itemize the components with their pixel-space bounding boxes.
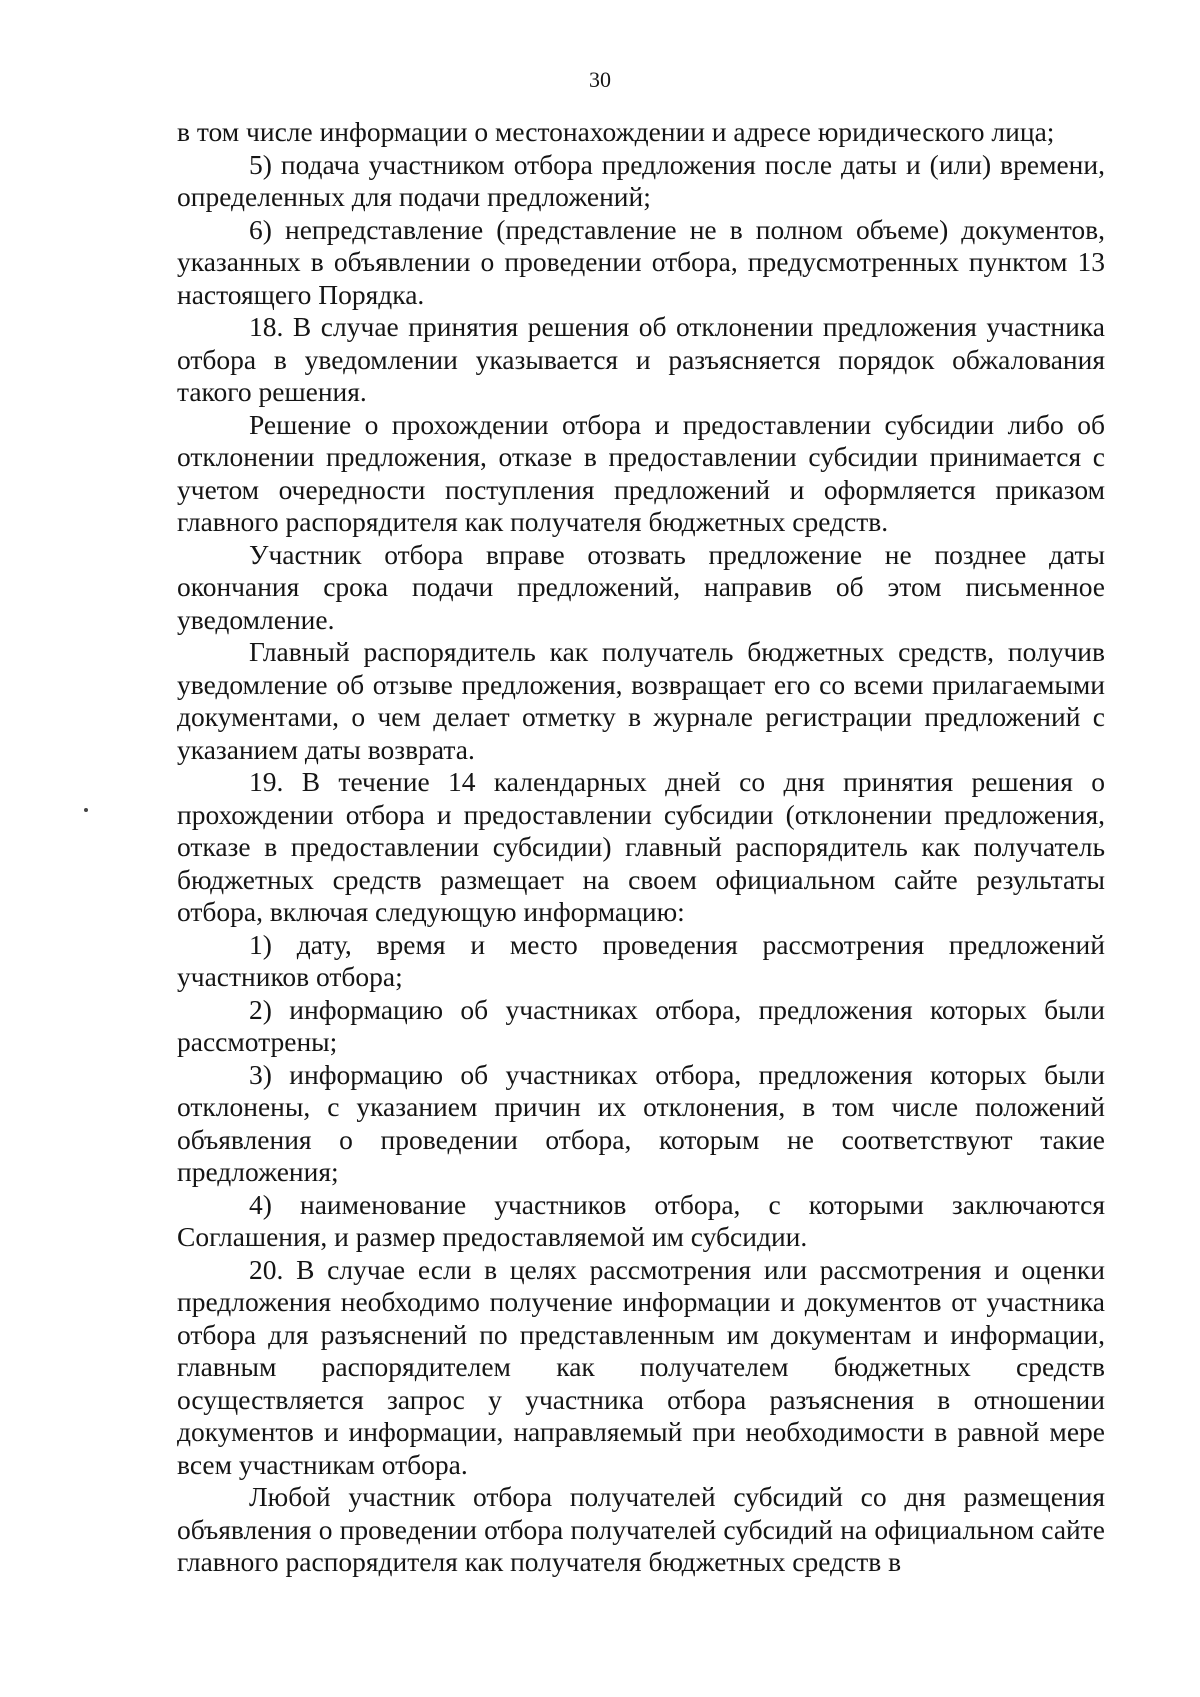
paragraph-section-20: 20. В случае если в целях рассмотрения или рассмотрения и оценки предложения необходимо получение информации и документов от участника отбора для разъяснений по представленным им документам и информации, главным распорядителем как получателем бюджетных средств осуществляется запрос у участника отбора разъяснения в отношении документов и информации, направляемый при необходимости в равной мере всем участникам отбора. xyxy=(177,1253,1105,1480)
paragraph-withdraw: Участник отбора вправе отозвать предложение не позднее даты окончания срока подачи предложений, направив об этом письменное уведомление. xyxy=(177,538,1105,635)
paragraph-section-19: 19. В течение 14 календарных дней со дня принятия решения о прохождении отбора и предоставлении субсидии (отклонении предложения, отказе в предоставлении субсидии) главный распорядитель как получатель бюджетных средств размещает на своем официальном сайте результаты отбора, включая следующую информацию: xyxy=(177,766,1105,927)
paragraph-any-participant: Любой участник отбора получателей субсидий со дня размещения объявления о проведении отбора получателей субсидий на официальном сайте главного распорядителя как получателя бюджетных средств в xyxy=(177,1481,1105,1577)
paragraph-return: Главный распорядитель как получатель бюджетных средств, получив уведомление об отзыве предложения, возвращает его со всеми прилагаемыми документами, о чем делает отметку в журнале регистрации предложений с указанием даты возврата. xyxy=(177,636,1105,765)
paragraph-item-5: 5) подача участником отбора предложения после даты и (или) времени, определенных для подачи предложений; xyxy=(177,148,1105,212)
paragraph-result-2: 2) информацию об участниках отбора, предложения которых были рассмотрены; xyxy=(177,993,1105,1057)
scan-artifact xyxy=(84,808,88,812)
paragraph-result-4: 4) наименование участников отбора, с которыми заключаются Соглашения, и размер предоставляемой им субсидии. xyxy=(177,1188,1105,1252)
document-body xyxy=(177,116,1105,1579)
paragraph-result-1: 1) дату, время и место проведения рассмотрения предложений участников отбора; xyxy=(177,928,1105,992)
paragraph-section-18: 18. В случае принятия решения об отклонении предложения участника отбора в уведомлении указывается и разъясняется порядок обжалования такого решения. xyxy=(177,311,1105,407)
paragraph-result-3: 3) информацию об участниках отбора, предложения которых были отклонены, с указанием причин их отклонения, в том числе положений объявления о проведении отбора, которым не соответствуют такие предложения; xyxy=(177,1058,1105,1187)
paragraph-item-6: 6) непредставление (представление не в полном объеме) документов, указанных в объявлении о проведении отбора, предусмотренных пунктом 13 настоящего Порядка. xyxy=(177,213,1105,310)
page-number: 30 xyxy=(589,67,611,92)
paragraph-continuation: в том числе информации о местонахождении и адресе юридического лица; xyxy=(177,116,1055,147)
paragraph-decision: Решение о прохождении отбора и предоставлении субсидии либо об отклонении предложения, отказе в предоставлении субсидии принимается с учетом очередности поступления предложений и оформляется приказом главного распорядителя как получателя бюджетных средств. xyxy=(177,408,1105,537)
